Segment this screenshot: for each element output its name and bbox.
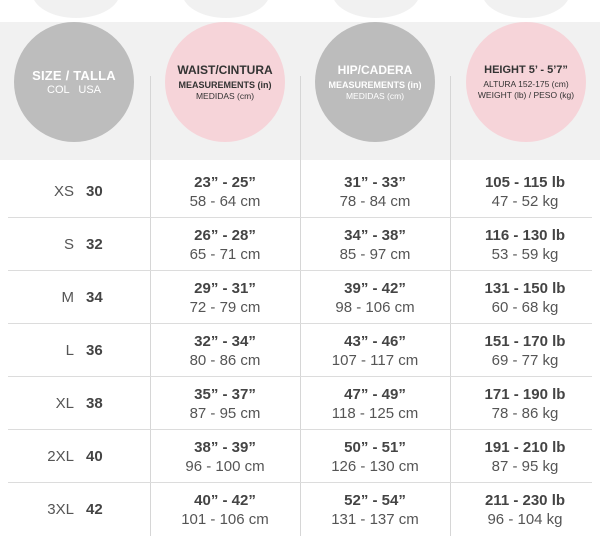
hip-cell: [300, 430, 450, 483]
waist-in: 23” - 25”: [194, 173, 256, 191]
waist-in: 35” - 37”: [194, 385, 256, 403]
waist-cm: 65 - 71 cm: [189, 245, 261, 263]
waist-in: 40” - 42”: [194, 491, 256, 509]
table-row: [0, 377, 600, 430]
size-col: M: [61, 289, 74, 306]
weight-cell: [450, 218, 600, 271]
waist-cell: [150, 165, 300, 218]
size-usa: 32: [86, 236, 103, 253]
hip-in: 31” - 33”: [344, 173, 406, 191]
hip-header-circle: [315, 22, 435, 142]
size-header-subtitle: COL USA: [47, 84, 101, 96]
waist-header-medidas: MEDIDAS (cm): [195, 91, 255, 101]
waist-cell: [150, 377, 300, 430]
scallop-bump: [482, 0, 570, 18]
hip-cell: [300, 165, 450, 218]
weight-lb: 105 - 115 lb: [484, 173, 566, 191]
height-header-altura: ALTURA 152-175 (cm): [483, 79, 569, 89]
table-row: [0, 165, 600, 218]
height-header-circle: [466, 22, 586, 142]
table-row: [0, 218, 600, 271]
table-row: [0, 430, 600, 483]
weight-cell: [450, 165, 600, 218]
scallop-bump: [32, 0, 120, 18]
scallop-bump: [182, 0, 270, 18]
hip-cell: [300, 324, 450, 377]
table-row: [0, 324, 600, 377]
size-cell: [10, 218, 140, 271]
weight-kg: 96 - 104 kg: [487, 510, 563, 528]
hip-cm: 78 - 84 cm: [339, 192, 411, 210]
height-header-weight: WEIGHT (lb) / PESO (kg): [477, 90, 575, 100]
size-usa: 36: [86, 342, 103, 359]
waist-in: 26” - 28”: [194, 226, 256, 244]
weight-cell: [450, 430, 600, 483]
waist-cell: [150, 324, 300, 377]
hip-cm: 131 - 137 cm: [331, 510, 419, 528]
hip-header-title: HIP/CADERA: [337, 63, 413, 77]
weight-kg: 47 - 52 kg: [491, 192, 559, 210]
hip-cell: [300, 483, 450, 536]
hip-cm: 126 - 130 cm: [331, 457, 419, 475]
size-cell: [10, 377, 140, 430]
hip-in: 34” - 38”: [344, 226, 406, 244]
size-usa: 40: [86, 448, 103, 465]
waist-cell: [150, 271, 300, 324]
weight-lb: 116 - 130 lb: [484, 226, 566, 244]
weight-lb: 211 - 230 lb: [484, 491, 566, 509]
size-cell: [10, 430, 140, 483]
waist-header-measurements: MEASUREMENTS (in): [178, 80, 272, 90]
size-header-title: SIZE / TALLA: [32, 68, 116, 83]
hip-cm: 98 - 106 cm: [335, 298, 415, 316]
hip-cm: 118 - 125 cm: [331, 404, 419, 422]
size-col: S: [63, 236, 74, 253]
weight-lb: 151 - 170 lb: [484, 332, 566, 350]
size-cell: [10, 165, 140, 218]
size-header-circle: [14, 22, 134, 142]
hip-cm: 85 - 97 cm: [339, 245, 411, 263]
waist-cm: 80 - 86 cm: [189, 351, 261, 369]
hip-in: 50” - 51”: [344, 438, 406, 456]
weight-kg: 69 - 77 kg: [491, 351, 559, 369]
hip-in: 43” - 46”: [344, 332, 406, 350]
size-col: L: [65, 342, 74, 359]
size-usa: 34: [86, 289, 103, 306]
waist-cm: 87 - 95 cm: [189, 404, 261, 422]
waist-cell: [150, 483, 300, 536]
hip-cm: 107 - 117 cm: [331, 351, 419, 369]
waist-cm: 72 - 79 cm: [189, 298, 261, 316]
size-usa: 38: [86, 395, 103, 412]
hip-cell: [300, 377, 450, 430]
size-usa: 30: [86, 183, 103, 200]
table-row: [0, 483, 600, 536]
waist-in: 32” - 34”: [194, 332, 256, 350]
waist-cell: [150, 430, 300, 483]
scallop-bump: [332, 0, 420, 18]
weight-kg: 53 - 59 kg: [491, 245, 559, 263]
weight-cell: [450, 271, 600, 324]
table-row: [0, 271, 600, 324]
size-col: XL: [55, 395, 74, 412]
size-col: 2XL: [47, 448, 74, 465]
size-col: XS: [53, 183, 74, 200]
waist-in: 29” - 31”: [194, 279, 256, 297]
hip-in: 47” - 49”: [344, 385, 406, 403]
size-cell: [10, 271, 140, 324]
waist-header-circle: [165, 22, 285, 142]
weight-kg: 78 - 86 kg: [491, 404, 559, 422]
hip-in: 39” - 42”: [344, 279, 406, 297]
size-col: 3XL: [47, 501, 74, 518]
waist-cell: [150, 218, 300, 271]
waist-cm: 101 - 106 cm: [181, 510, 269, 528]
size-cell: [10, 324, 140, 377]
weight-kg: 60 - 68 kg: [491, 298, 559, 316]
weight-cell: [450, 483, 600, 536]
weight-kg: 87 - 95 kg: [491, 457, 559, 475]
hip-header-measurements: MEASUREMENTS (in): [328, 80, 422, 90]
scallop-edge: [0, 0, 600, 22]
weight-lb: 191 - 210 lb: [484, 438, 566, 456]
weight-lb: 131 - 150 lb: [484, 279, 566, 297]
size-usa: 42: [86, 501, 103, 518]
waist-cm: 96 - 100 cm: [185, 457, 265, 475]
weight-cell: [450, 324, 600, 377]
weight-lb: 171 - 190 lb: [484, 385, 566, 403]
waist-in: 38” - 39”: [194, 438, 256, 456]
hip-cell: [300, 218, 450, 271]
waist-cm: 58 - 64 cm: [189, 192, 261, 210]
height-header-title: HEIGHT 5’ - 5’7”: [484, 64, 568, 76]
hip-header-medidas: MEDIDAS (cm): [345, 91, 405, 101]
weight-cell: [450, 377, 600, 430]
waist-header-title: WAIST/CINTURA: [177, 63, 273, 77]
hip-cell: [300, 271, 450, 324]
size-cell: [10, 483, 140, 536]
hip-in: 52” - 54”: [344, 491, 406, 509]
